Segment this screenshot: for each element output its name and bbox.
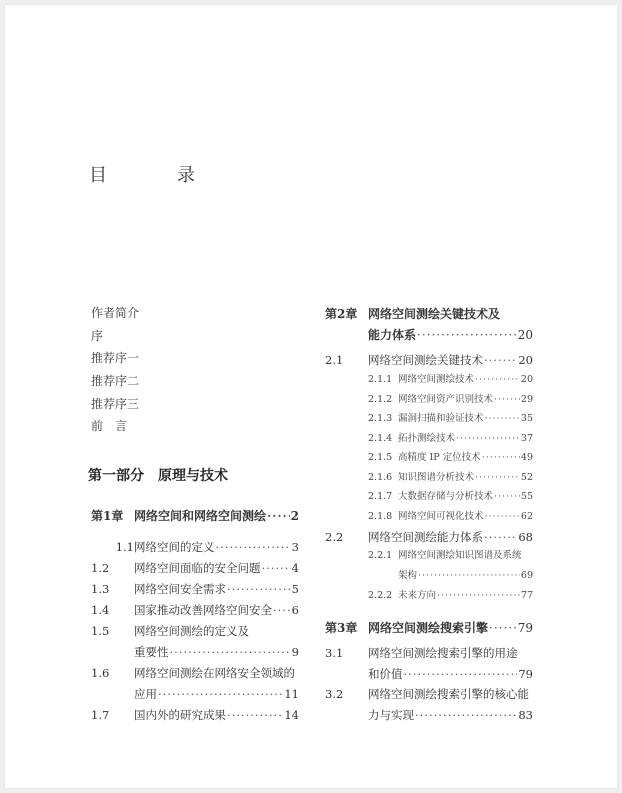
toc-chapter-2[interactable] xyxy=(325,306,533,322)
section-number: 1.7 xyxy=(91,708,110,722)
leader-dots xyxy=(484,352,517,368)
toc-chapter-3[interactable] xyxy=(325,620,533,636)
page-number: 20 xyxy=(518,353,533,367)
toc-section-1-2[interactable] xyxy=(91,560,299,576)
toc-section-1-4[interactable] xyxy=(91,602,299,618)
page-number: 77 xyxy=(520,590,533,601)
section-title: 网络空间测绘搜索引擎的核心能 xyxy=(368,687,529,701)
subsection-number: 2.1.1 xyxy=(368,374,393,385)
leader-dots xyxy=(475,471,520,485)
subsection-title: 未来方向 xyxy=(398,590,437,601)
page-number: 68 xyxy=(518,530,533,544)
section-title-cont: 应用 xyxy=(134,687,157,701)
page-number: 3 xyxy=(291,540,299,554)
leader-dots xyxy=(417,327,517,343)
toc-subsection-2-1-1[interactable] xyxy=(325,373,533,387)
toc-subsection-2-1-2[interactable] xyxy=(325,393,533,407)
toc-subsection-2-1-7[interactable] xyxy=(325,490,533,504)
section-number: 3.2 xyxy=(325,687,344,701)
chapter-number: 第3章 xyxy=(325,621,358,635)
leader-dots xyxy=(489,620,517,636)
page-number: 2 xyxy=(290,509,299,523)
subsection-number: 2.1.8 xyxy=(368,511,393,522)
page-number: 62 xyxy=(520,511,533,522)
front-item-foreword-1[interactable]: 推荐序一 xyxy=(91,351,140,366)
leader-dots xyxy=(170,644,291,660)
leader-dots xyxy=(475,373,520,387)
chapter-title-cont: 能力体系 xyxy=(368,328,417,342)
subsection-number: 2.1.6 xyxy=(368,472,393,483)
section-title: 网络空间测绘关键技术 xyxy=(368,353,483,367)
toc-section-1-3[interactable] xyxy=(91,581,299,597)
page-number: 9 xyxy=(291,645,299,659)
subsection-title: 网络空间资产识别技术 xyxy=(398,394,494,405)
toc-section-1-6-cont[interactable] xyxy=(91,686,299,702)
page-number: 6 xyxy=(291,603,299,617)
leader-dots xyxy=(227,581,291,597)
page-number: 20 xyxy=(520,374,533,385)
toc-section-1-5[interactable] xyxy=(91,623,299,639)
subsection-number: 2.1.4 xyxy=(368,433,393,444)
section-number: 1.4 xyxy=(91,603,110,617)
page-number: 5 xyxy=(291,582,299,596)
section-number: 1.2 xyxy=(91,561,110,575)
toc-section-1-6[interactable] xyxy=(91,665,299,681)
toc-page xyxy=(5,5,617,788)
subsection-number: 2.1.5 xyxy=(368,452,393,463)
page-number: 14 xyxy=(284,708,299,722)
page-number: 79 xyxy=(518,667,533,681)
page-number: 4 xyxy=(291,561,299,575)
section-title: 网络空间安全需求 xyxy=(134,582,226,596)
toc-subsection-2-1-4[interactable] xyxy=(325,432,533,446)
chapter-number: 第2章 xyxy=(325,307,358,321)
page-number: 69 xyxy=(520,570,533,581)
leader-dots xyxy=(494,490,520,504)
subsection-title: 高精度 IP 定位技术 xyxy=(398,452,481,463)
chapter-title: 网络空间测绘搜索引擎 xyxy=(368,621,489,635)
chapter-title: 网络空间测绘关键技术及 xyxy=(368,307,501,321)
toc-section-3-2-cont[interactable] xyxy=(325,707,533,723)
section-title: 网络空间面临的安全问题 xyxy=(134,561,261,575)
subsection-number: 2.2.1 xyxy=(368,550,393,561)
subsection-title: 拓扑测绘技术 xyxy=(398,433,456,444)
chapter-title: 网络空间和网络空间测绘 xyxy=(134,509,267,523)
subsection-title: 网络空间可视化技术 xyxy=(398,511,484,522)
leader-dots xyxy=(158,686,283,702)
section-number: 1.3 xyxy=(91,582,110,596)
leader-dots xyxy=(485,510,520,524)
section-number: 2.1 xyxy=(325,353,344,367)
section-title: 国内外的研究成果 xyxy=(134,708,226,722)
toc-section-1-5-cont[interactable] xyxy=(91,644,299,660)
page-number: 35 xyxy=(520,413,533,424)
section-title: 网络空间的定义 xyxy=(134,540,215,554)
subsection-number: 2.1.2 xyxy=(368,394,393,405)
leader-dots xyxy=(484,529,517,545)
section-title-cont: 重要性 xyxy=(134,645,169,659)
page-number: 37 xyxy=(520,433,533,444)
leader-dots xyxy=(216,539,291,555)
leader-dots xyxy=(415,707,517,723)
page-number: 20 xyxy=(517,328,533,342)
toc-subsection-2-1-3[interactable] xyxy=(325,412,533,426)
leader-dots xyxy=(418,569,520,583)
leader-dots xyxy=(482,451,520,465)
subsection-title: 知识图谱分析技术 xyxy=(398,472,475,483)
toc-section-2-2[interactable] xyxy=(325,529,533,545)
subsection-title-cont: 架构 xyxy=(398,570,418,581)
subsection-title: 网络空间测绘技术 xyxy=(398,374,475,385)
toc-chapter-2-cont[interactable] xyxy=(325,327,533,343)
toc-chapter-1[interactable] xyxy=(91,508,299,524)
section-title: 网络空间测绘能力体系 xyxy=(368,530,483,544)
page-number: 55 xyxy=(520,491,533,502)
chapter-number: 第1章 xyxy=(91,509,124,523)
toc-section-2-1[interactable] xyxy=(325,352,533,368)
toc-section-1-7[interactable] xyxy=(91,707,299,723)
section-number: 1.6 xyxy=(91,666,110,680)
front-item-foreword-3[interactable]: 推荐序三 xyxy=(91,396,140,411)
section-title: 网络空间测绘的定义及 xyxy=(134,624,249,638)
part-one-heading: 第一部分 原理与技术 xyxy=(88,468,228,484)
subsection-number: 2.1.7 xyxy=(368,491,393,502)
leader-dots xyxy=(437,589,520,603)
front-item-author[interactable]: 作者简介 xyxy=(91,306,140,320)
front-item-preface[interactable]: 序 xyxy=(91,328,104,343)
section-number: 1.1 xyxy=(115,540,134,554)
page-number: 29 xyxy=(520,394,533,405)
leader-dots xyxy=(494,393,520,407)
section-number: 3.1 xyxy=(325,646,344,660)
subsection-title: 漏洞扫描和验证技术 xyxy=(398,413,484,424)
toc-subsection-2-2-1[interactable] xyxy=(325,549,533,563)
section-title-cont: 力与实现 xyxy=(368,708,414,722)
leader-dots xyxy=(404,666,518,682)
front-matter-list xyxy=(91,302,139,438)
page-number: 79 xyxy=(517,621,533,635)
page-title: 目 录 xyxy=(89,165,221,186)
section-title: 国家推动改善网络空间安全 xyxy=(134,603,272,617)
toc-subsection-2-2-2[interactable] xyxy=(325,589,533,603)
section-number: 2.2 xyxy=(325,530,344,544)
toc-subsection-2-1-5[interactable] xyxy=(325,451,533,465)
leader-dots xyxy=(273,602,291,618)
subsection-title: 大数据存储与分析技术 xyxy=(398,491,494,502)
section-title-cont: 和价值 xyxy=(368,667,403,681)
leader-dots xyxy=(262,560,291,576)
page-number: 83 xyxy=(518,708,533,722)
leader-dots xyxy=(456,432,520,446)
page-number: 52 xyxy=(520,472,533,483)
subsection-number: 2.2.2 xyxy=(368,590,393,601)
section-title: 网络空间测绘在网络安全领域的 xyxy=(134,666,295,680)
front-item-foreword-2[interactable]: 推荐序二 xyxy=(91,374,140,389)
toc-subsection-2-1-6[interactable] xyxy=(325,471,533,485)
subsection-number: 2.1.3 xyxy=(368,413,393,424)
toc-section-3-1-cont[interactable] xyxy=(325,666,533,682)
toc-section-1-1[interactable] xyxy=(91,539,299,555)
leader-dots xyxy=(267,508,290,524)
toc-section-3-1[interactable] xyxy=(325,645,533,661)
front-item-introduction[interactable]: 前 言 xyxy=(91,419,128,434)
subsection-title: 网络空间测绘知识图谱及系统 xyxy=(398,550,522,561)
section-title: 网络空间测绘搜索引擎的用途 xyxy=(368,646,518,660)
toc-section-3-2[interactable] xyxy=(325,686,533,702)
leader-dots xyxy=(227,707,283,723)
page-number: 11 xyxy=(284,687,299,701)
toc-subsection-2-2-1-cont[interactable] xyxy=(325,569,533,583)
toc-subsection-2-1-8[interactable] xyxy=(325,510,533,524)
leader-dots xyxy=(485,412,520,426)
page-number: 49 xyxy=(520,452,533,463)
section-number: 1.5 xyxy=(91,624,110,638)
